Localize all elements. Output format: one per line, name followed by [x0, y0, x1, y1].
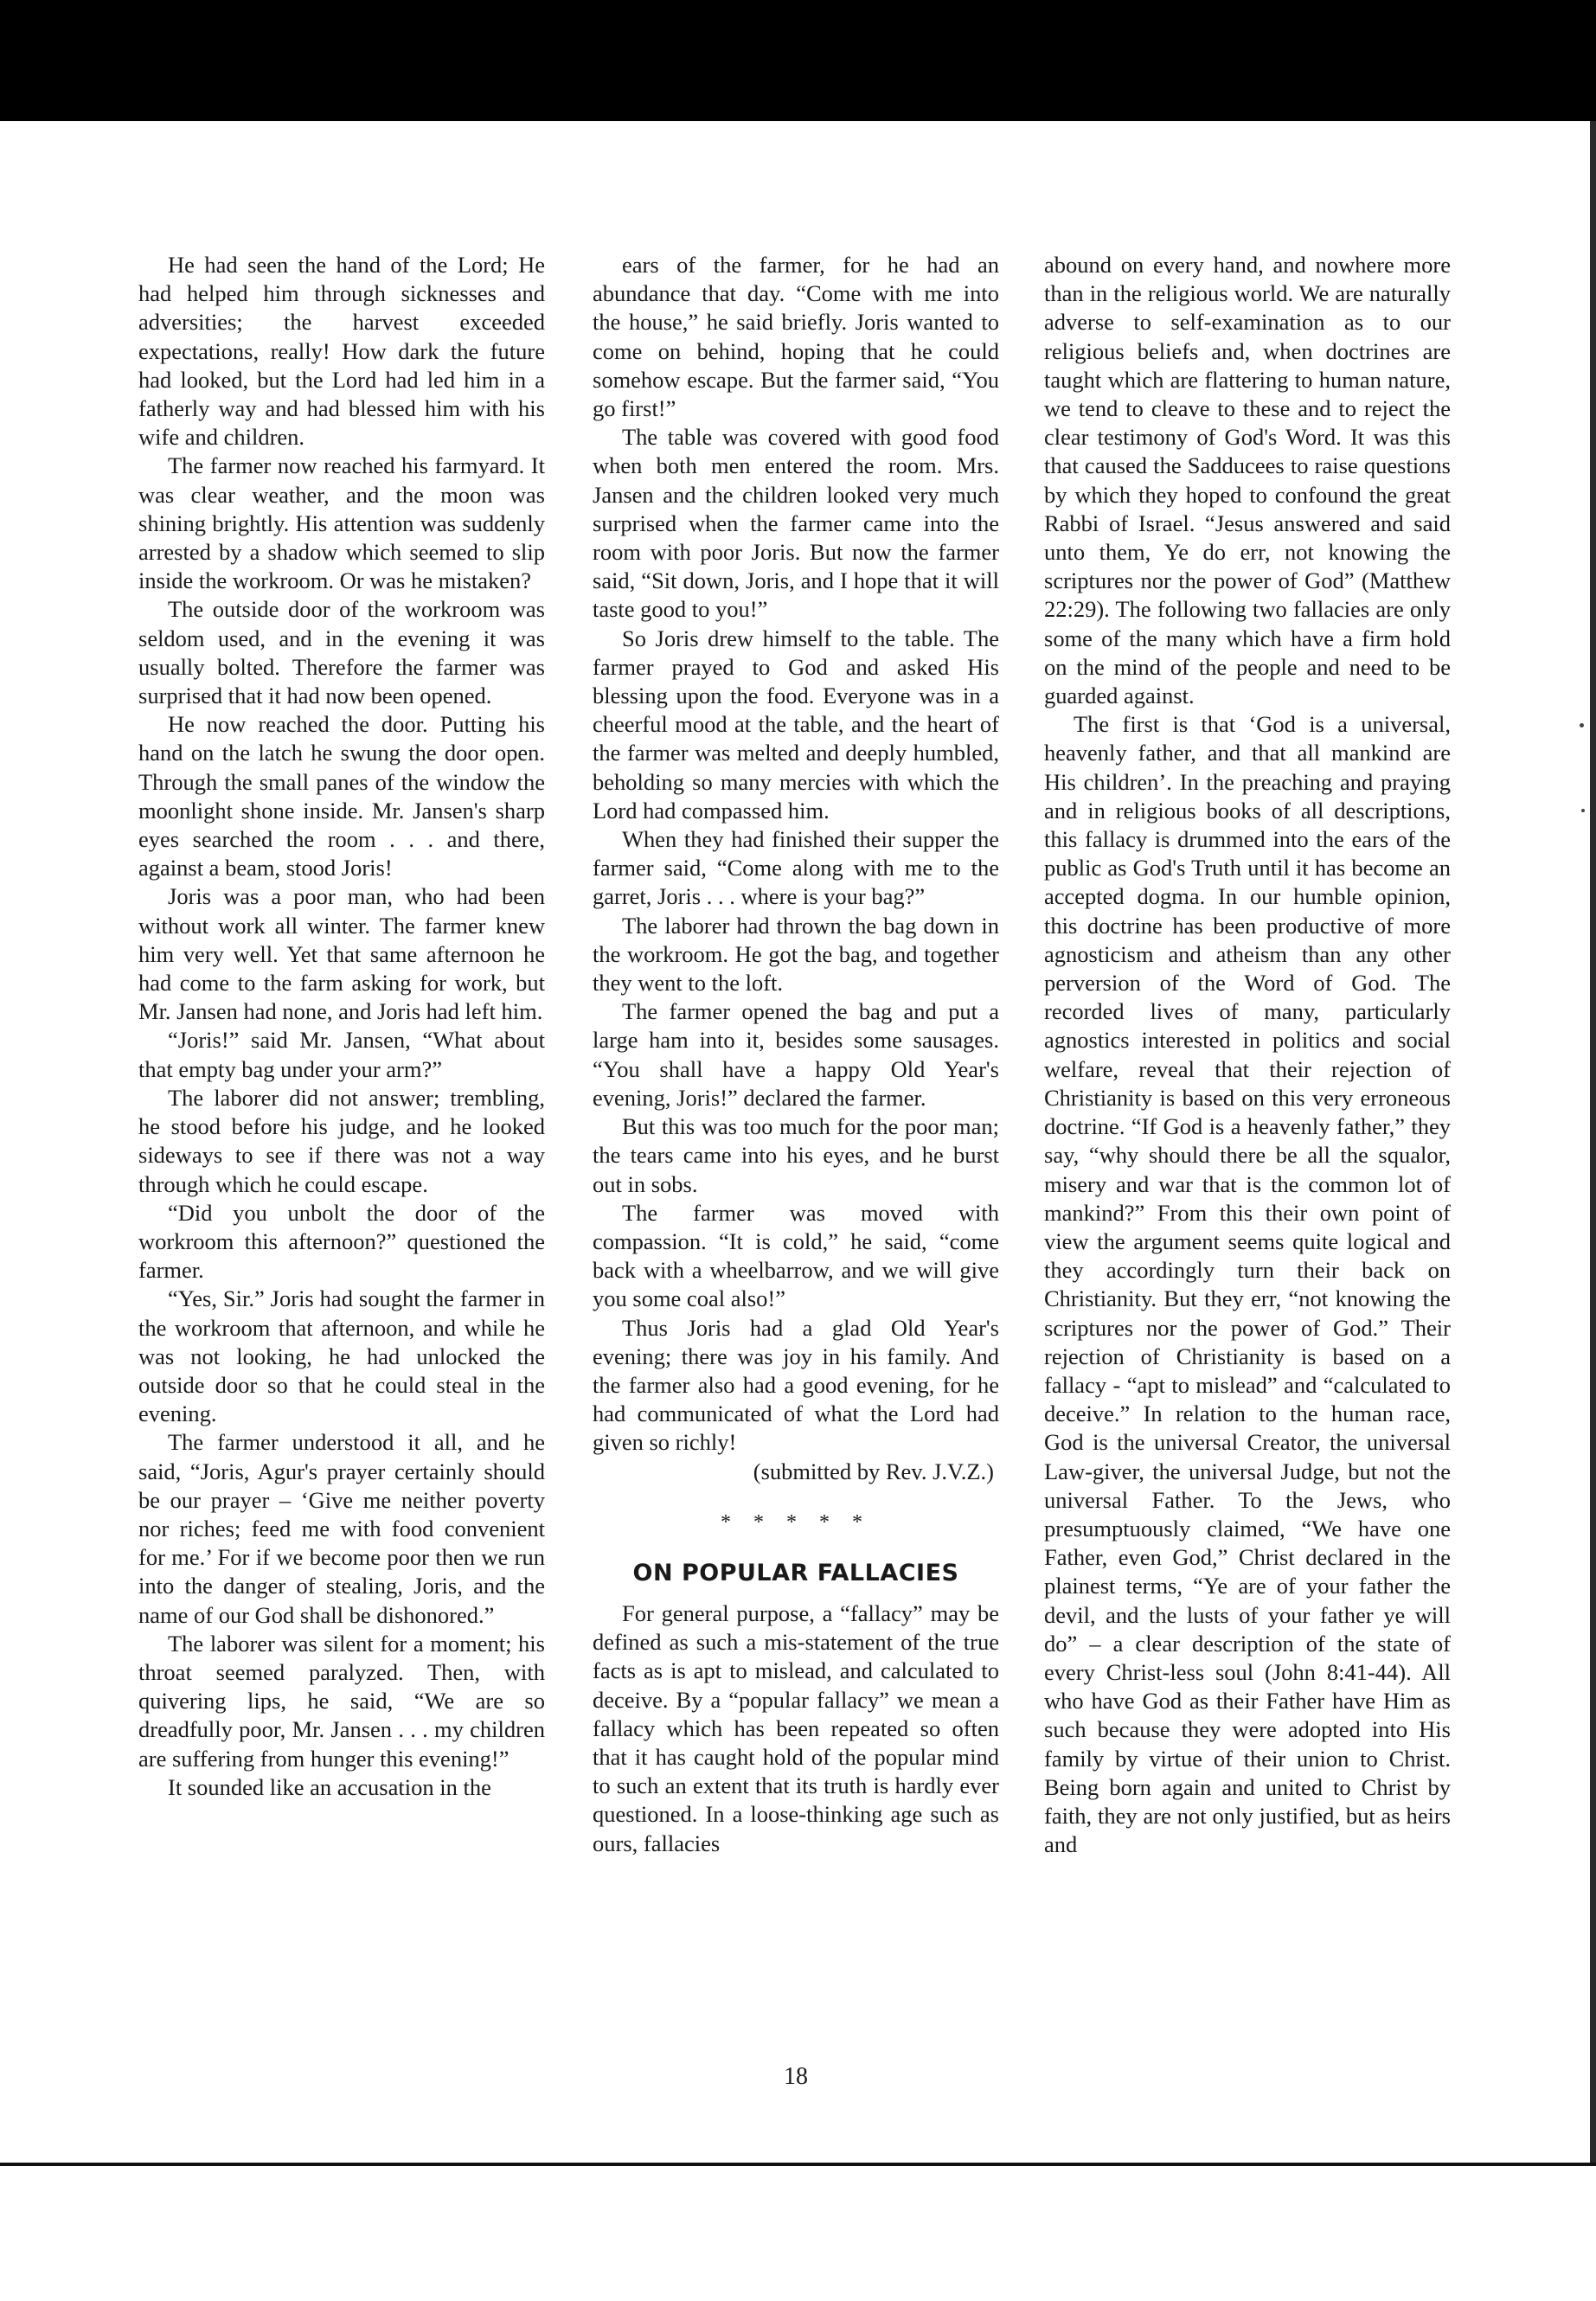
paragraph: So Joris drew himself to the table. The farmer prayed to God and asked His blessing upon the food. Everyone was in a cheerful mood at the table, and the heart of the farmer was melted and deeply humbled, beholding so many mercies with which the Lord had compassed him.	[593, 625, 999, 824]
attribution: (submitted by Rev. J.V.Z.)	[753, 1458, 994, 1484]
paragraph: ears of the farmer, for he had an abundance that day. “Come with me into the house,” he said briefly. Joris wanted to come on behind, hoping that he could somehow escape. But the farmer said, “You go first!”	[593, 252, 999, 422]
paragraph: The laborer did not answer; trembling, he stood before his judge, and he looked sideways to see if there was not a way through which he could escape.	[138, 1084, 545, 1197]
scan-speck	[1581, 809, 1585, 812]
scan-top-border	[0, 0, 1596, 121]
paragraph: The table was covered with good food when both men entered the room. Mrs. Jansen and the children looked very much surprised when the farmer came into the room with poor Joris. But now the farmer said, “Sit down, Joris, and I hope that it will taste good to you!”	[593, 424, 999, 623]
paragraph: For general purpose, a “fallacy” may be defined as such a mis-statement of the true facts as is apt to mislead, and calculated to deceive. By a “popular fallacy” we mean a fallacy which has been repeated so often that it has caught hold of the popular mind to such an extent that its truth is hardly ever questioned. In a loose-thinking age such as ours, fallacies	[593, 1599, 999, 1856]
paragraph: Joris was a poor man, who had been without work all winter. The farmer knew him very well. Yet that same afternoon he had come to the farm asking for work, but Mr. Jansen had none, and Joris had left him.	[138, 883, 545, 1025]
paragraph: He now reached the door. Putting his hand on the latch he swung the door open. Through the small panes of the window the moonlight shone inside. Mr. Jansen's sharp eyes searched the room . . . and there, against a beam, stood Joris!	[138, 711, 545, 881]
column-2	[593, 251, 999, 1858]
paragraph: Thus Joris had a glad Old Year's evening; there was joy in his family. And the farmer also had a good evening, for he had communicated of what the Lord had given so richly!	[593, 1314, 999, 1456]
section-heading: ON POPULAR FALLACIES	[632, 1559, 959, 1586]
paragraph: He had seen the hand of the Lord; He had helped him through sicknesses and adversities; the harvest exceeded expectations, really! How dark the future had looked, but the Lord had led him in a fatherly way and had blessed him with his wife and children.	[138, 252, 545, 451]
scan-bottom-edge	[0, 2163, 1596, 2166]
paragraph: “Joris!” said Mr. Jansen, “What about that empty bag under your arm?”	[138, 1027, 545, 1082]
paragraph: The first is that ‘God is a universal, heavenly father, and that all mankind are His children’. In the preaching and praying and in religious books of all descriptions, this fallacy is drummed into the ears of the public as God's Truth until it has become an accepted dogma. In our humble opinion, this doctrine has been productive of more agnosticism and atheism than any other perversion of the Word of God. The recorded lives of many, particularly agnostics interested in politics and social welfare, reveal that their rejection of Christianity is based on this very erroneous doctrine. “If God is a heavenly father,” they say, “why should there be all the squalor, misery and war that is the common lot of mankind?” From this their own point of view the argument seems quite logical and they accordingly turn their back on Christianity. But they err, “not knowing the scriptures nor the power of God.” Their rejection of Christianity is based on a fallacy - “apt to mislead” and “calculated to deceive.” In relation to the human race, God is the universal Creator, the universal Law-giver, the universal Judge, but not the universal Father. To the Jews, who presumptuously claimed, “We have one Father, even God,” Christ declared in the plainest terms, “Ye are of your father the devil, and the lusts of your father ye will do” – a clear description of the state of every Christ-less soul (John 8:41-44). All who have God as their Father have Him as such because they were adopted into His family by virtue of their union to Christ. Being born again and united to Christ by faith, they are not only justified, but as heirs and	[1044, 711, 1451, 1858]
paragraph: The farmer understood it all, and he said, “Joris, Agur's prayer certainly should be our prayer – ‘Give me neither poverty nor riches; feed me with food convenient for me.’ For if we become poor then we run into the danger of stealing, Joris, and the name of our God shall be dishonored.”	[138, 1429, 545, 1628]
paragraph: The farmer was moved with compassion. “It is cold,” he said, “come back with a wheelbarrow, and we will give you some coal also!”	[593, 1199, 999, 1312]
page-number: 18	[784, 2063, 808, 2090]
column-1	[138, 251, 545, 1802]
column-3	[1044, 251, 1451, 1859]
scan-speck	[1580, 723, 1584, 727]
paragraph: “Did you unbolt the door of the workroom this afternoon?” questioned the farmer.	[138, 1199, 545, 1284]
paragraph: The laborer was silent for a moment; his throat seemed paralyzed. Then, with quivering lips, he said, “We are so dreadfully poor, Mr. Jansen . . . my children are suffering from hunger this evening!”	[138, 1630, 545, 1772]
paragraph: When they had finished their supper the farmer said, “Come along with me to the garret, Joris . . . where is your bag?”	[593, 826, 999, 910]
section-separator: * * * * *	[721, 1510, 871, 1534]
paragraph: The farmer now reached his farmyard. It was clear weather, and the moon was shining brightly. His attention was suddenly arrested by a shadow which seemed to slip inside the workroom. Or was he mistaken?	[138, 452, 545, 594]
paragraph: abound on every hand, and nowhere more than in the religious world. We are naturally adverse to self-examination as to our religious beliefs and, when doctrines are taught which are flattering to human nature, we tend to cleave to these and to reject the clear testimony of God's Word. It was this that caused the Sadducees to raise questions by which they hoped to confound the great Rabbi of Israel. “Jesus answered and said unto them, Ye do err, not knowing the scriptures nor the power of God” (Matthew 22:29). The following two fallacies are only some of the many which have a firm hold on the mind of the people and need to be guarded against.	[1044, 252, 1451, 709]
paragraph: The farmer opened the bag and put a large ham into it, besides some sausages. “You shall have a happy Old Year's evening, Joris!” declared the farmer.	[593, 998, 999, 1111]
paragraph: The outside door of the workroom was seldom used, and in the evening it was usually bolted. Therefore the farmer was surprised that it had now been opened.	[138, 596, 545, 709]
paragraph: It sounded like an accusation in the	[168, 1773, 491, 1800]
paragraph: But this was too much for the poor man; the tears came into his eyes, and he burst out in sobs.	[593, 1113, 999, 1197]
paragraph: “Yes, Sir.” Joris had sought the farmer in the workroom that afternoon, and while he was not looking, he had unlocked the outside door so that he could steal in the evening.	[138, 1285, 545, 1427]
scan-right-edge	[1590, 121, 1596, 2163]
paragraph: The laborer had thrown the bag down in the workroom. He got the bag, and together they went to the loft.	[593, 912, 999, 997]
